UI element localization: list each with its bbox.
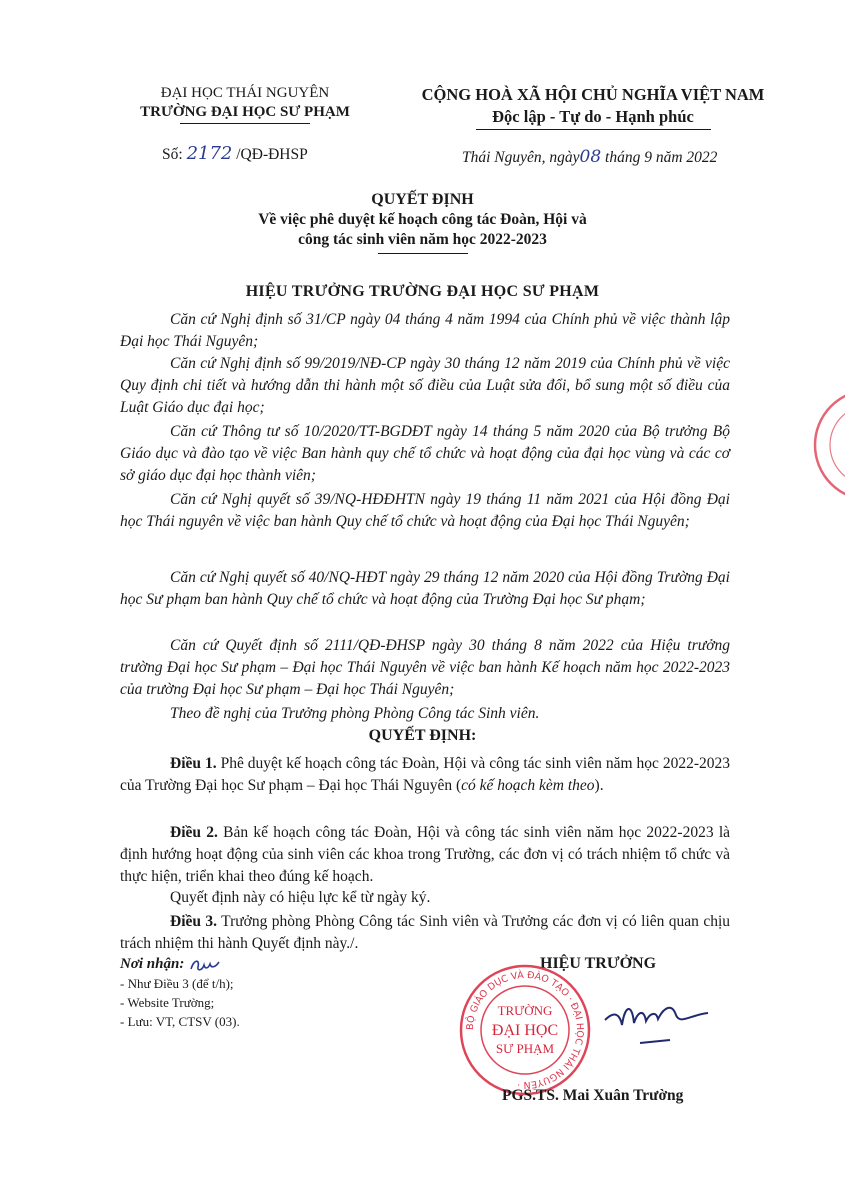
seal-line-3: SƯ PHẠM	[495, 1041, 555, 1056]
effect-clause: Quyết định này có hiệu lực kể từ ngày ký.	[170, 889, 431, 906]
title-underline	[378, 253, 468, 254]
handwritten-day: 08	[579, 147, 602, 167]
decision-heading: QUYẾT ĐỊNH:	[368, 727, 477, 744]
initials-scribble-icon	[188, 957, 222, 973]
title-line-2: Về việc phê duyệt kế hoạch công tác Đoàn, Hội và	[258, 211, 587, 228]
issuing-organization	[110, 84, 380, 124]
recipients-heading-text: Nơi nhận:	[120, 956, 185, 972]
recipients-block	[120, 955, 360, 1031]
legal-basis-6: Căn cứ Quyết định số 2111/QĐ-ĐHSP ngày 30 tháng 8 năm 2022 của Hiệu trưởng trường Đại học Sư phạm – Đại học Thái Nguyên về việc ban hành Kế hoạch năm học 2022-2023 của trường Đại học Sư phạm – Đại học Thái Nguyên;	[120, 637, 730, 698]
article-2	[120, 822, 730, 888]
partial-seal-edge	[810, 385, 845, 505]
legal-basis-5: Căn cứ Nghị quyết số 40/NQ-HĐT ngày 29 tháng 12 năm 2020 của Hội đồng Trường Đại học Sư phạm ban hành Quy chế tổ chức và hoạt động của Trường Đại học Sư phạm;	[120, 569, 730, 608]
article-1-note: có kế hoạch kèm theo	[461, 777, 595, 794]
article-2-label: Điều 2.	[170, 824, 218, 841]
article-1	[120, 753, 730, 797]
legal-basis-3: Căn cứ Thông tư số 10/2020/TT-BGDĐT ngày 14 tháng 5 năm 2020 của Bộ trưởng Bộ Giáo dục và đào tạo về việc Ban hành quy chế tổ chức và hoạt động của đại học vùng và các cơ sở giáo dục đại học thành viên;	[120, 423, 730, 484]
title-line-3: công tác sinh viên năm học 2022-2023	[298, 231, 547, 248]
article-1-end: ).	[594, 777, 604, 794]
article-1-text: Phê duyệt kế hoạch công tác Đoàn, Hội và công tác sinh viên năm học 2022-2023 của Trường Đại học Sư phạm – Đại học Thái Nguyên (	[120, 755, 731, 794]
article-2-text: Bản kế hoạch công tác Đoàn, Hội và công tác sinh viên năm học 2022-2023 là định hướng hoạt động của sinh viên các khoa trong Trường, các đơn vị có trách nhiệm tổ chức và thực hiện, triển khai theo đúng kế hoạch.	[120, 824, 731, 885]
legal-basis-2: Căn cứ Nghị định số 99/2019/NĐ-CP ngày 30 tháng 12 năm 2019 của Chính phủ về việc Quy định chi tiết và hướng dẫn thi hành một số điều của Luật sửa đổi, bổ sung một số điều của Luật Giáo dục đại học;	[120, 355, 730, 416]
seal-line-1: TRƯỜNG	[497, 1003, 553, 1018]
article-3-label: Điều 3.	[170, 913, 218, 930]
signer-title: HIỆU TRƯỞNG	[540, 955, 657, 972]
recipient-item: - Website Trường;	[120, 995, 215, 1010]
title-line-1: QUYẾT ĐỊNH	[371, 191, 474, 208]
handwritten-number: 2172	[186, 143, 233, 164]
recipient-item: - Như Điều 3 (để t/h);	[120, 976, 234, 991]
national-motto	[388, 84, 798, 130]
proposal-note: Theo đề nghị của Trưởng phòng Phòng Công tác Sinh viên.	[170, 705, 540, 722]
date-suffix: tháng 9 năm 2022	[605, 149, 718, 166]
parent-org: ĐẠI HỌC THÁI NGUYÊN	[160, 85, 330, 101]
signer-name: PGS.TS. Mai Xuân Trường	[502, 1087, 684, 1104]
article-3-text: Trưởng phòng Phòng Công tác Sinh viên và Trưởng các đơn vị có liên quan chịu trách nhiệm thi hành Quyết định này./.	[120, 913, 731, 952]
recipient-item: - Lưu: VT, CTSV (03).	[120, 1014, 240, 1029]
article-1-label: Điều 1.	[170, 755, 217, 772]
signature-icon	[600, 985, 720, 1055]
motto: Độc lập - Tự do - Hạnh phúc	[492, 107, 694, 126]
recipients-heading	[120, 955, 360, 974]
number-prefix: Số:	[162, 146, 183, 163]
school-name: TRƯỜNG ĐẠI HỌC SƯ PHẠM	[140, 104, 350, 120]
legal-basis-4: Căn cứ Nghị quyết số 39/NQ-HĐĐHTN ngày 19 tháng 11 năm 2021 của Hội đồng Đại học Thái nguyên về việc ban hành Quy chế tổ chức và hoạt động của Đại học Thái Nguyên;	[120, 491, 730, 530]
header-underline-left	[180, 123, 310, 124]
date-prefix: Thái Nguyên, ngày	[462, 149, 580, 166]
article-3	[120, 911, 730, 955]
legal-basis-1: Căn cứ Nghị định số 31/CP ngày 04 tháng 4 năm 1994 của Chính phủ về việc thành lập Đại học Thái Nguyên;	[120, 311, 730, 350]
number-suffix: /QĐ-ĐHSP	[236, 146, 308, 163]
document-title	[200, 190, 645, 254]
nation-name: CỘNG HOÀ XÃ HỘI CHỦ NGHĨA VIỆT NAM	[421, 85, 765, 104]
authority-heading: HIỆU TRƯỞNG TRƯỜNG ĐẠI HỌC SƯ PHẠM	[245, 283, 600, 300]
seal-ring-text: BỘ GIÁO DỤC VÀ ĐÀO TẠO · ĐẠI HỌC THÁI NGUYÊN ·	[464, 969, 586, 1091]
document-number	[162, 143, 308, 164]
header-underline-right	[476, 129, 711, 130]
seal-line-2: ĐẠI HỌC	[491, 1022, 559, 1039]
issue-date	[462, 147, 717, 167]
official-seal	[455, 960, 595, 1100]
